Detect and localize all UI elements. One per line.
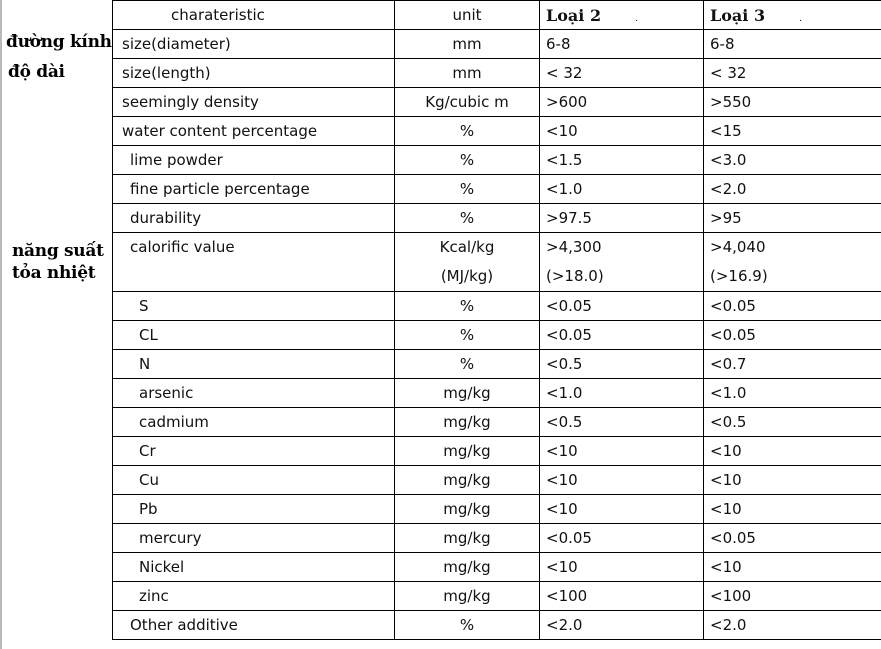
row-grade-3-value: 6-8 xyxy=(704,30,881,59)
row-grade-2-value: <0.5 xyxy=(540,350,704,379)
table-row xyxy=(113,466,881,495)
row-grade-3-value: <2.0 xyxy=(704,175,881,204)
table-row xyxy=(113,611,881,640)
row-grade-2-value: <1.0 xyxy=(540,379,704,408)
header-grade-2-label: Loại 2 xyxy=(546,5,602,25)
table-row xyxy=(113,408,881,437)
header-grade-3-mark: . xyxy=(799,13,802,24)
row-grade-3-value: >550 xyxy=(704,88,881,117)
row-unit: % xyxy=(395,175,540,204)
row-unit: mg/kg xyxy=(395,466,540,495)
row-grade-3-line2: (>16.9) xyxy=(710,267,768,285)
row-unit: mg/kg xyxy=(395,582,540,611)
header-grade-3 xyxy=(704,1,881,30)
row-characteristic: fine particle percentage xyxy=(113,175,395,204)
row-unit: % xyxy=(395,204,540,233)
annotation-length: độ dài xyxy=(8,62,65,82)
row-characteristic: S xyxy=(113,292,395,321)
row-characteristic: seemingly density xyxy=(113,88,395,117)
row-unit xyxy=(395,233,540,292)
table-row xyxy=(113,582,881,611)
row-grade-3-value: <10 xyxy=(704,495,881,524)
row-grade-3-value: <0.05 xyxy=(704,321,881,350)
row-characteristic: water content percentage xyxy=(113,117,395,146)
header-grade-3-label: Loại 3 xyxy=(710,5,766,25)
row-characteristic xyxy=(113,233,395,292)
row-characteristic: Cu xyxy=(113,466,395,495)
row-grade-2-value: <10 xyxy=(540,495,704,524)
row-characteristic: size(length) xyxy=(113,59,395,88)
row-grade-3-value: <0.05 xyxy=(704,292,881,321)
row-unit: mg/kg xyxy=(395,379,540,408)
row-unit: mg/kg xyxy=(395,553,540,582)
table-row xyxy=(113,437,881,466)
row-grade-2-value: >97.5 xyxy=(540,204,704,233)
row-grade-2-value: <0.5 xyxy=(540,408,704,437)
row-characteristic: durability xyxy=(113,204,395,233)
annotation-calorific-line2: tỏa nhiệt xyxy=(12,263,96,283)
spec-table xyxy=(112,0,881,640)
table-row xyxy=(113,553,881,582)
row-characteristic: mercury xyxy=(113,524,395,553)
row-characteristic: Other additive xyxy=(113,611,395,640)
row-unit: % xyxy=(395,350,540,379)
row-grade-3-value: <3.0 xyxy=(704,146,881,175)
row-grade-2-line2: (>18.0) xyxy=(546,267,604,285)
table-row xyxy=(113,495,881,524)
table-row xyxy=(113,117,881,146)
table-row xyxy=(113,88,881,117)
row-unit: mg/kg xyxy=(395,495,540,524)
table-row xyxy=(113,350,881,379)
annotation-diameter: đường kính xyxy=(6,32,112,52)
row-grade-3-value: >95 xyxy=(704,204,881,233)
row-grade-2-value: <10 xyxy=(540,437,704,466)
row-grade-2-value: <10 xyxy=(540,553,704,582)
table-row xyxy=(113,204,881,233)
row-grade-3-line1: >4,040 xyxy=(710,238,766,256)
table-row xyxy=(113,321,881,350)
row-unit: mg/kg xyxy=(395,524,540,553)
header-unit: unit xyxy=(395,1,540,30)
row-unit-line2: (MJ/kg) xyxy=(440,267,494,285)
row-unit: mm xyxy=(395,59,540,88)
row-unit: % xyxy=(395,292,540,321)
row-grade-2-value: >600 xyxy=(540,88,704,117)
row-characteristic: Nickel xyxy=(113,553,395,582)
table-row xyxy=(113,379,881,408)
row-grade-3-value: <10 xyxy=(704,553,881,582)
row-characteristic: CL xyxy=(113,321,395,350)
row-unit: Kg/cubic m xyxy=(395,88,540,117)
row-grade-2-value: <0.05 xyxy=(540,524,704,553)
row-grade-2-value: <1.5 xyxy=(540,146,704,175)
row-characteristic: arsenic xyxy=(113,379,395,408)
row-grade-3-value: <100 xyxy=(704,582,881,611)
row-grade-2-value: < 32 xyxy=(540,59,704,88)
row-characteristic: size(diameter) xyxy=(113,30,395,59)
table-row xyxy=(113,146,881,175)
row-grade-2-value: 6-8 xyxy=(540,30,704,59)
row-grade-2-value xyxy=(540,233,704,292)
row-characteristic: cadmium xyxy=(113,408,395,437)
row-grade-2-value: <0.05 xyxy=(540,321,704,350)
table-row xyxy=(113,175,881,204)
row-unit: % xyxy=(395,146,540,175)
row-unit: % xyxy=(395,611,540,640)
header-grade-2-mark: . xyxy=(635,13,638,24)
row-grade-3-value: < 32 xyxy=(704,59,881,88)
row-unit: mg/kg xyxy=(395,437,540,466)
row-unit: % xyxy=(395,117,540,146)
table-row xyxy=(113,59,881,88)
row-grade-2-value: <10 xyxy=(540,117,704,146)
row-unit: % xyxy=(395,321,540,350)
row-grade-2-value: <10 xyxy=(540,466,704,495)
table-row xyxy=(113,524,881,553)
header-characteristic: charateristic xyxy=(113,1,395,30)
row-grade-2-value: <100 xyxy=(540,582,704,611)
row-grade-3-value: <0.5 xyxy=(704,408,881,437)
table-row xyxy=(113,292,881,321)
row-grade-3-value xyxy=(704,233,881,292)
row-unit: mm xyxy=(395,30,540,59)
row-grade-2-value: <2.0 xyxy=(540,611,704,640)
row-characteristic-label: calorific value xyxy=(130,238,235,256)
row-grade-3-value: <0.05 xyxy=(704,524,881,553)
row-grade-3-value: <2.0 xyxy=(704,611,881,640)
table-header-row xyxy=(113,1,881,30)
header-grade-2 xyxy=(540,1,704,30)
annotation-calorific xyxy=(12,240,104,284)
row-characteristic: lime powder xyxy=(113,146,395,175)
row-grade-2-value: <0.05 xyxy=(540,292,704,321)
row-grade-3-value: <15 xyxy=(704,117,881,146)
row-characteristic: Cr xyxy=(113,437,395,466)
row-grade-3-value: <0.7 xyxy=(704,350,881,379)
row-characteristic: Pb xyxy=(113,495,395,524)
table-row xyxy=(113,30,881,59)
left-border xyxy=(0,0,2,649)
row-unit-line1: Kcal/kg xyxy=(439,238,495,256)
annotation-calorific-line1: năng suất xyxy=(12,241,104,261)
row-characteristic: zinc xyxy=(113,582,395,611)
row-unit: mg/kg xyxy=(395,408,540,437)
row-grade-2-value: <1.0 xyxy=(540,175,704,204)
row-grade-2-line1: >4,300 xyxy=(546,238,602,256)
row-characteristic: N xyxy=(113,350,395,379)
row-grade-3-value: <1.0 xyxy=(704,379,881,408)
row-grade-3-value: <10 xyxy=(704,437,881,466)
table-row xyxy=(113,233,881,292)
row-grade-3-value: <10 xyxy=(704,466,881,495)
